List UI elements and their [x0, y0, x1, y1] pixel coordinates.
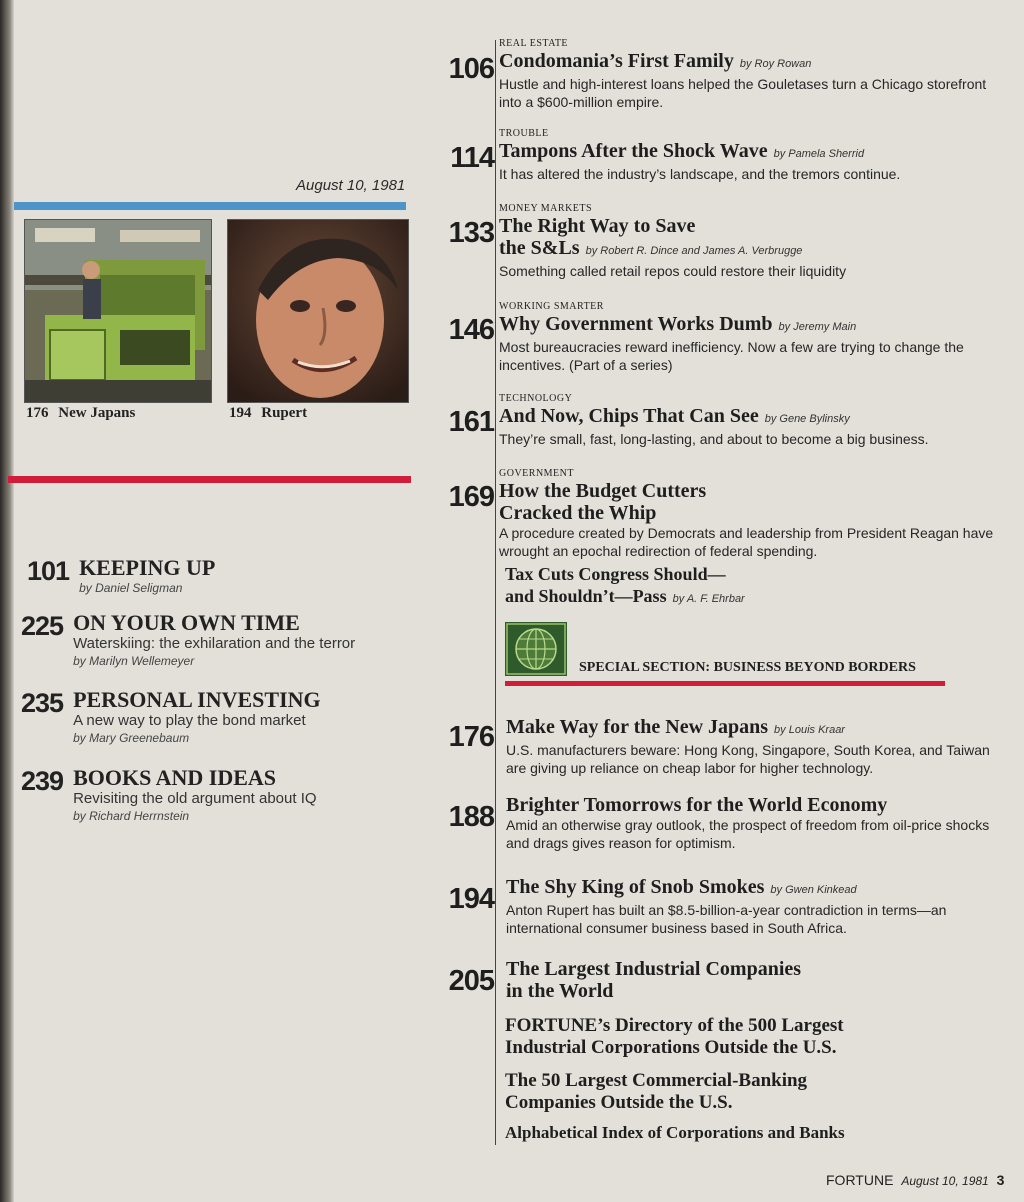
feature-description: Amid an otherwise gray outlook, the prospect of freedom from oil-price shocks and drags gives reason for optimism.	[506, 817, 990, 851]
feature-title: Make Way for the New Japans	[506, 716, 769, 738]
department-on-your-own-time[interactable]	[21, 611, 355, 669]
page-footer	[826, 1172, 1004, 1188]
page-number: 235	[21, 688, 64, 718]
department-byline: by Daniel Seligman	[79, 581, 183, 595]
caption-page: 194	[229, 405, 252, 421]
department-description: A new way to play the bond market	[73, 712, 306, 729]
feature-title: Condomania’s First Family	[499, 50, 734, 72]
blue-rule	[14, 202, 406, 210]
page-number: 188	[448, 801, 494, 833]
page-number: 161	[448, 406, 494, 438]
department-personal-investing[interactable]	[21, 688, 321, 746]
feature-description: It has altered the industry’s landscape, and the tremors continue.	[499, 166, 901, 182]
subsection-line1: The 50 Largest Commercial-Banking	[505, 1070, 808, 1091]
globe-icon	[505, 622, 567, 681]
feature-description: Something called retail repos could restore their liquidity	[499, 263, 847, 279]
feature-title: Tampons After the Shock Wave	[499, 140, 768, 162]
department-title: PERSONAL INVESTING	[73, 687, 321, 712]
tax-cuts-title-line1: Tax Cuts Congress Should—	[505, 564, 726, 584]
department-description: Revisiting the old argument about IQ	[73, 790, 317, 807]
page-number: 205	[448, 965, 494, 997]
department-title: KEEPING UP	[79, 555, 216, 580]
subsection-line1: FORTUNE’s Directory of the 500 Largest	[505, 1015, 844, 1036]
feature-title-line2: Cracked the Whip	[499, 502, 657, 524]
feature-title: Brighter Tomorrows for the World Economy	[506, 794, 888, 816]
feature-title: The Shy King of Snob Smokes	[506, 876, 765, 898]
feature-byline: by Gwen Kinkead	[770, 884, 857, 896]
department-byline: by Richard Herrnstein	[73, 809, 190, 823]
subsection-50-banks[interactable]	[505, 1070, 985, 1114]
footer-date: August 10, 1981	[901, 1174, 989, 1188]
feature-category: TECHNOLOGY	[499, 393, 573, 404]
tax-cuts-title-line2: and Shouldn’t—Pass	[505, 586, 667, 606]
page-number: 101	[27, 556, 70, 586]
feature-byline: by Robert R. Dince and James A. Verbrugge	[585, 245, 803, 257]
photo-caption-new-japans	[26, 405, 135, 422]
feature-title-line1: How the Budget Cutters	[499, 480, 707, 502]
feature-title-line2: in the World	[506, 980, 614, 1002]
caption-label: Rupert	[261, 405, 308, 421]
feature-category: MONEY MARKETS	[499, 203, 593, 214]
page-number: 106	[448, 53, 494, 85]
feature-byline: by Louis Kraar	[774, 724, 845, 736]
feature-category: REAL ESTATE	[499, 38, 569, 49]
feature-title: And Now, Chips That Can See	[499, 405, 759, 427]
subsection-line1: Alphabetical Index of Corporations and Banks	[505, 1123, 845, 1142]
page-number: 169	[448, 481, 494, 513]
feature-category: GOVERNMENT	[499, 468, 574, 479]
footer-page-number: 3	[996, 1172, 1005, 1188]
page-number: 146	[448, 314, 494, 346]
feature-category: TROUBLE	[499, 128, 549, 139]
page-spine-shadow	[0, 0, 14, 1202]
feature-description: Hustle and high-interest loans helped the Gouletases turn a Chicago storefront into a $600-million empire.	[499, 76, 987, 110]
page-number: 133	[448, 217, 494, 249]
page-number: 239	[21, 766, 64, 796]
special-section-label: SPECIAL SECTION: BUSINESS BEYOND BORDERS	[579, 660, 916, 675]
caption-label: New Japans	[58, 405, 136, 421]
photo-rupert	[227, 219, 409, 403]
department-books-and-ideas[interactable]	[21, 766, 317, 824]
footer-magazine: FORTUNE	[826, 1172, 894, 1188]
feature-description: A procedure created by Democrats and leadership from President Reagan have wrought an epochal redirection of federal spending.	[499, 525, 994, 559]
department-byline: by Mary Greenebaum	[73, 731, 190, 745]
department-byline: by Marilyn Wellemeyer	[73, 654, 195, 668]
feature-description: Anton Rupert has built an $8.5-billion-a-year contradiction in terms—an international consumer business based in South Africa.	[506, 902, 947, 936]
page-number: 194	[448, 883, 494, 915]
subsection-directory-500[interactable]	[505, 1015, 985, 1059]
department-title: BOOKS AND IDEAS	[73, 765, 277, 790]
subsection-alphabetical-index[interactable]	[505, 1122, 985, 1144]
tax-cuts-byline: by A. F. Ehrbar	[672, 593, 745, 605]
caption-page: 176	[26, 405, 49, 421]
feature-title: Why Government Works Dumb	[499, 313, 773, 335]
feature-description: They’re small, fast, long-lasting, and about to become a big business.	[499, 431, 929, 447]
feature-title-line1: The Right Way to Save	[499, 215, 696, 237]
feature-byline: by Jeremy Main	[778, 321, 857, 333]
feature-byline: by Gene Bylinsky	[764, 413, 850, 425]
department-description: Waterskiing: the exhilaration and the terror	[73, 635, 356, 652]
red-rule-right	[505, 681, 945, 686]
photo-new-japans	[24, 219, 212, 403]
feature-category: WORKING SMARTER	[499, 301, 604, 312]
subsection-line2: Industrial Corporations Outside the U.S.	[505, 1037, 837, 1058]
feature-title-line2: the S&Ls	[499, 237, 580, 259]
department-keeping-up[interactable]	[27, 556, 215, 596]
feature-tax-cuts[interactable]	[505, 563, 985, 610]
feature-byline: by Pamela Sherrid	[773, 148, 865, 160]
subsection-line2: Companies Outside the U.S.	[505, 1092, 733, 1113]
feature-title-line1: The Largest Industrial Companies	[506, 958, 802, 980]
photo-caption-rupert	[229, 405, 307, 422]
feature-description: Most bureaucracies reward inefficiency. Now a few are trying to change the incentives. (Part of a series)	[499, 339, 964, 373]
column-divider	[495, 40, 496, 1145]
page-number: 225	[21, 611, 64, 641]
feature-byline: by Roy Rowan	[739, 58, 812, 70]
issue-date: August 10, 1981	[296, 177, 406, 194]
page-number: 114	[450, 142, 494, 174]
red-rule-left	[8, 476, 411, 483]
department-title: ON YOUR OWN TIME	[73, 610, 300, 635]
page-number: 176	[448, 721, 494, 753]
feature-description: U.S. manufacturers beware: Hong Kong, Singapore, South Korea, and Taiwan are giving up reliance on cheap labor for higher technology.	[506, 742, 990, 776]
